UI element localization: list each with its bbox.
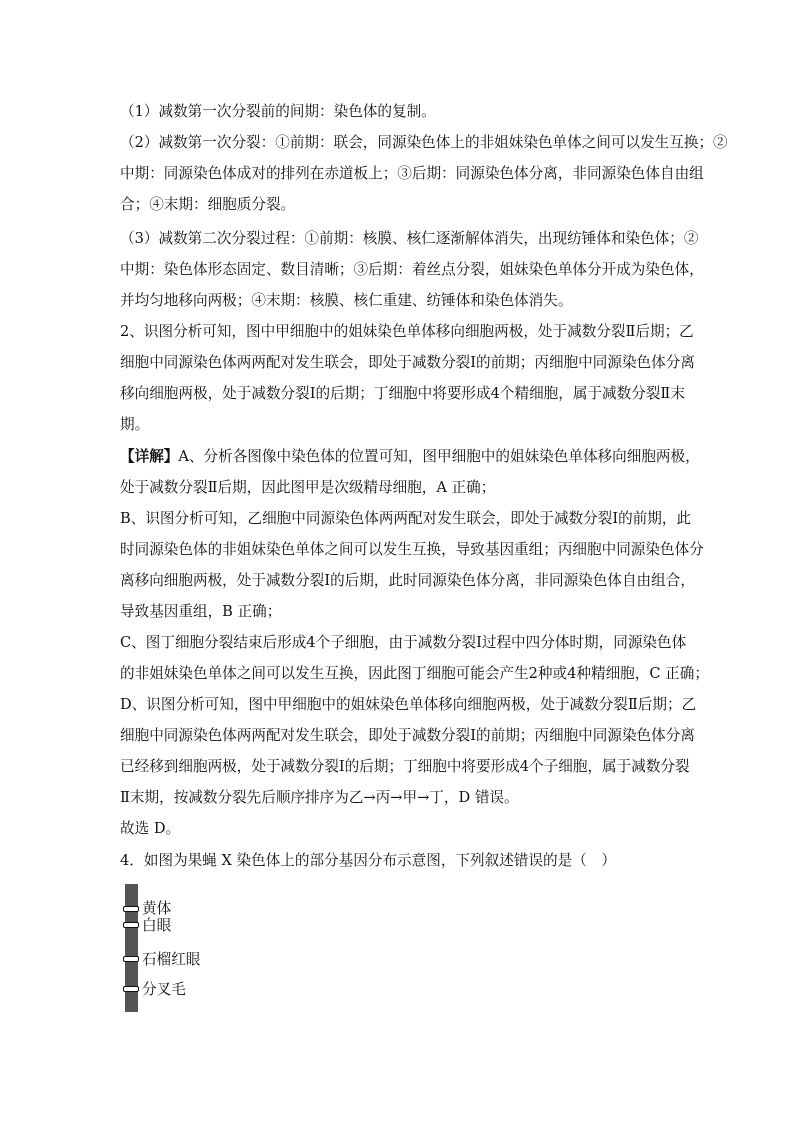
x-chromosome (125, 884, 138, 1012)
option-b-line-2: 时同源染色体的非姐妹染色单体之间可以发生互换，导致基因重组；丙细胞中同源染色体分 (120, 541, 704, 558)
gene-label-white-eye: 白眼 (142, 917, 172, 934)
para-3-line-3: 并均匀地移向两极；④末期：核膜、核仁重建、纺锤体和染色体消失。 (120, 292, 573, 309)
option-b-line-4: 导致基因重组，B 正确； (120, 603, 282, 620)
para-2-line-3: 合；④末期：细胞质分裂。 (120, 196, 296, 213)
detail-line-2: 处于减数分裂Ⅱ后期，因此图甲是次级精母细胞，A 正确； (120, 479, 496, 496)
detail-text: A、分析各图像中染色体的位置可知，图甲细胞中的姐妹染色单体移向细胞两极， (178, 448, 700, 465)
option-b-line-3: 离移向细胞两极，处于减数分裂Ⅰ的后期，此时同源染色体分离，非同源染色体自由组合， (120, 572, 695, 589)
para-2-line-2: 中期：同源染色体成对的排列在赤道板上；③后期：同源染色体分离，非同源染色体自由组 (120, 165, 704, 182)
para-4-line-2: 细胞中同源染色体两两配对发生联会，即处于减数分裂Ⅰ的前期；丙细胞中同源染色体分离 (120, 354, 695, 371)
option-d-line-3: 已经移到细胞两极，处于减数分裂Ⅰ的后期；丁细胞中将要形成4个子细胞，属于减数分裂 (120, 758, 690, 775)
option-b-line-1: B、识图分析可知，乙细胞中同源染色体两两配对发生联会，即处于减数分裂Ⅰ的前期，此 (120, 510, 692, 527)
gene-marker-forked-bristle (123, 986, 139, 992)
para-4-line-4: 期。 (120, 416, 150, 433)
question-4: 4．如图为果蝇 X 染色体上的部分基因分布示意图，下列叙述错误的是（ ） (120, 852, 616, 869)
gene-label-forked-bristle: 分叉毛 (142, 981, 186, 998)
para-4-line-1: 2、识图分析可知，图中甲细胞中的姐妹染色单体移向细胞两极，处于减数分裂Ⅱ后期；乙 (120, 323, 694, 340)
option-c-line-2: 的非姐妹染色单体之间可以发生互换，因此图丁细胞可能会产生2种或4种精细胞，C 正确； (120, 665, 709, 682)
gene-marker-yellow-body (123, 906, 139, 912)
para-3-line-1: （3）减数第二次分裂过程：①前期：核膜、核仁逐渐解体消失，出现纺锤体和染色体；② (120, 230, 699, 247)
detail-tag: 【详解】 (120, 448, 179, 465)
gene-marker-garnet-eye (123, 956, 139, 962)
option-d-line-4: Ⅱ末期，按减数分裂先后顺序排序为乙→丙→甲→丁，D 错误。 (120, 789, 519, 806)
option-c-line-1: C、图丁细胞分裂结束后形成4个子细胞，由于减数分裂Ⅰ过程中四分体时期，同源染色体 (120, 634, 687, 651)
para-4-line-3: 移向细胞两极，处于减数分裂Ⅰ的后期；丁细胞中将要形成4个精细胞，属于减数分裂Ⅱ末 (120, 385, 685, 402)
gene-label-garnet-eye: 石榴红眼 (142, 951, 201, 968)
gene-label-yellow-body: 黄体 (142, 900, 172, 917)
para-1: （1）减数第一次分裂前的间期：染色体的复制。 (120, 103, 436, 120)
option-d-line-2: 细胞中同源染色体两两配对发生联会，即处于减数分裂Ⅰ的前期；丙细胞中同源染色体分离 (120, 727, 695, 744)
para-2-line-1: （2）减数第一次分裂：①前期：联会，同源染色体上的非姐妹染色单体之间可以发生互换；② (120, 134, 728, 151)
gene-marker-white-eye (123, 922, 139, 928)
option-d-line-1: D、识图分析可知，图中甲细胞中的姐妹染色单体移向细胞两极，处于减数分裂Ⅱ后期；乙 (120, 696, 697, 713)
detail-line-1 (120, 447, 700, 467)
para-3-line-2: 中期：染色体形态固定、数目清晰；③后期：着丝点分裂，姐妹染色单体分开成为染色体， (120, 261, 704, 278)
answer-line: 故选 D。 (120, 820, 181, 837)
